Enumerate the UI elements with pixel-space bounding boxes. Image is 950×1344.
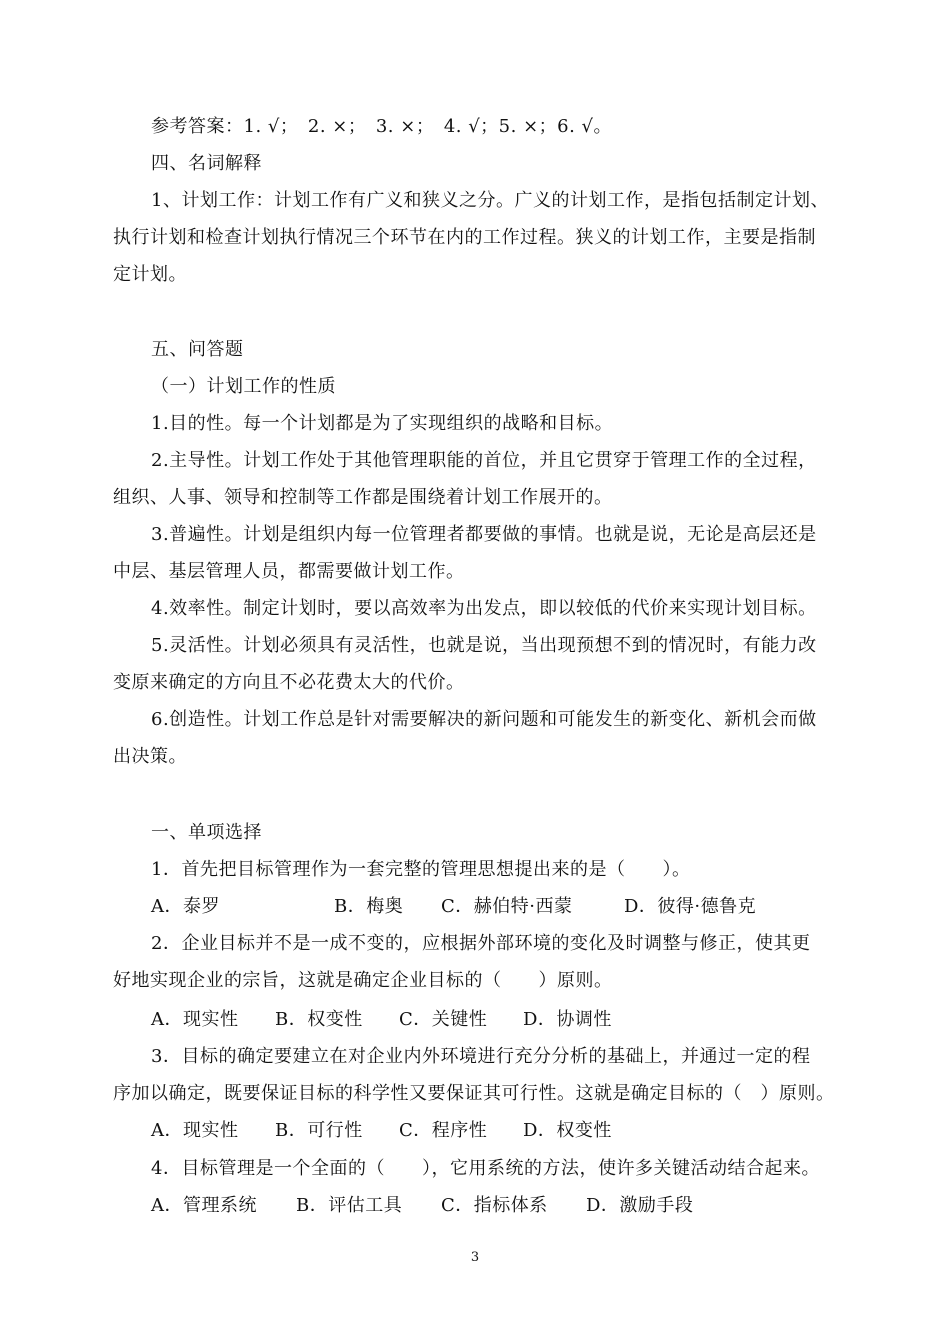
- term-line: 1、计划工作：计划工作有广义和狭义之分。广义的计划工作，是指包括制定计划、: [151, 190, 829, 211]
- answer-line: 1.目的性。每一个计划都是为了实现组织的战略和目标。: [151, 413, 614, 434]
- question-3: 3．目标的确定要建立在对企业内外环境进行充分分析的基础上，并通过一定的程: [151, 1046, 811, 1067]
- option: A．泰罗: [151, 896, 220, 917]
- option: B．梅奥: [334, 896, 404, 917]
- option: D．激励手段: [586, 1195, 694, 1216]
- term-line: 执行计划和检查计划执行情况三个环节在内的工作过程。狭义的计划工作，主要是指制: [113, 227, 816, 248]
- answer-line: 中层、基层管理人员，都需要做计划工作。: [113, 561, 465, 582]
- option: A．现实性: [151, 1009, 239, 1030]
- page-number: 3: [470, 1250, 480, 1265]
- section4-heading: 四、名词解释: [151, 153, 262, 174]
- answer-line: 5.灵活性。计划必须具有灵活性，也就是说，当出现预想不到的情况时，有能力改: [151, 635, 817, 656]
- answer-key: 参考答案：1. √； 2. ×； 3. ×； 4. √；5. ×；6. √。: [151, 116, 613, 137]
- question-1: 1．首先把目标管理作为一套完整的管理思想提出来的是（ ）。: [151, 859, 691, 880]
- answer-line: 2.主导性。计划工作处于其他管理职能的首位，并且它贯穿于管理工作的全过程，: [151, 450, 817, 471]
- answer-line: 变原来确定的方向且不必花费太大的代价。: [113, 672, 465, 693]
- question-2: 2．企业目标并不是一成不变的，应根据外部环境的变化及时调整与修正，使其更: [151, 933, 811, 954]
- answer-line: 出决策。: [113, 746, 187, 767]
- section5-subheading: （一）计划工作的性质: [151, 376, 336, 397]
- answer-line: 3.普遍性。计划是组织内每一位管理者都要做的事情。也就是说，无论是高层还是: [151, 524, 817, 545]
- option: C．程序性: [399, 1120, 488, 1141]
- option: B．评估工具: [296, 1195, 403, 1216]
- question-1-options: [151, 895, 881, 919]
- option: C．关键性: [399, 1009, 488, 1030]
- answer-line: 4.效率性。制定计划时，要以高效率为出发点，即以较低的代价来实现计划目标。: [151, 598, 817, 619]
- option: A．管理系统: [151, 1195, 257, 1216]
- question-2-cont: 好地实现企业的宗旨，这就是确定企业目标的（ ）原则。: [113, 970, 613, 991]
- term-line: 定计划。: [113, 264, 187, 285]
- question-4-options: [151, 1194, 881, 1218]
- option: A．现实性: [151, 1120, 239, 1141]
- question-4: 4．目标管理是一个全面的（ ），它用系统的方法，使许多关键活动结合起来。: [151, 1158, 820, 1179]
- option: B．权变性: [275, 1009, 363, 1030]
- answer-line: 6.创造性。计划工作总是针对需要解决的新问题和可能发生的新变化、新机会而做: [151, 709, 817, 730]
- option: C．赫伯特·西蒙: [441, 896, 573, 917]
- question-3-cont: 序加以确定，既要保证目标的科学性又要保证其可行性。这就是确定目标的（ ）原则。: [113, 1083, 835, 1104]
- option: C．指标体系: [441, 1195, 548, 1216]
- answer-line: 组织、人事、领导和控制等工作都是围绕着计划工作展开的。: [113, 487, 613, 508]
- section5-heading: 五、问答题: [151, 339, 244, 360]
- option: D．彼得·德鲁克: [624, 896, 757, 917]
- option: B．可行性: [275, 1120, 363, 1141]
- option: D．权变性: [523, 1120, 612, 1141]
- question-3-options: [151, 1119, 881, 1143]
- section1-heading: 一、单项选择: [151, 822, 262, 843]
- option: D．协调性: [523, 1009, 612, 1030]
- question-2-options: [151, 1008, 881, 1032]
